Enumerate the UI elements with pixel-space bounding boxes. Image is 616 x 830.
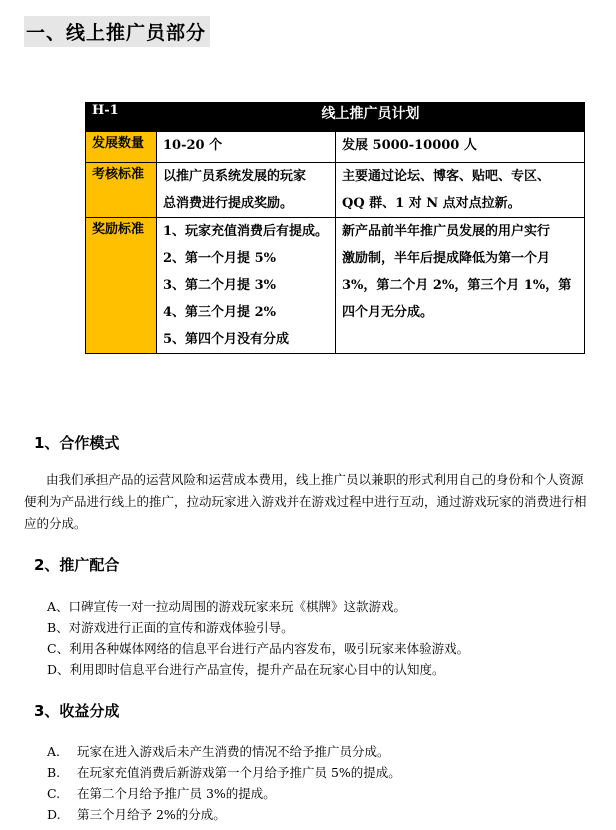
table-row (86, 163, 585, 218)
list-letter: D. (47, 807, 61, 822)
row-cell (336, 163, 585, 218)
cell-line: 总消费进行提成奖励。 (163, 196, 294, 211)
cell-line: QQ 群、1 对 N 点对点拉新。 (342, 196, 521, 211)
table-row (86, 132, 585, 163)
table-row (86, 218, 585, 354)
cell-line: 激励制，半年后提成降低为第一个月 (342, 251, 551, 266)
cell-line: 1、玩家充值消费后有提成。 (163, 224, 329, 239)
table-header-row (86, 103, 585, 132)
list-item (47, 742, 390, 760)
cell-line: 4、第三个月提 2% (163, 305, 276, 320)
section1-body: 由我们承担产品的运营风险和运营成本费用，线上推广员以兼职的形式利用自己的身份和个人资源便利为产品进行线上的推广，拉动玩家进入游戏并在游戏过程中进行互动，通过游戏玩家的消费进行相应的分成。 (24, 472, 587, 531)
list-letter: C. (47, 786, 61, 801)
list-text: 玩家在进入游戏后未产生消费的情况不给予推广员分成。 (77, 744, 390, 759)
list-item (47, 805, 226, 823)
list-item: C、利用各种媒体网络的信息平台进行产品内容发布，吸引玩家来体验游戏。 (47, 641, 470, 656)
row-cell (336, 132, 585, 163)
list-text: 在玩家充值消费后新游戏第一个月给予推广员 5%的提成。 (77, 765, 401, 780)
row-cell (336, 218, 585, 354)
section-heading: 一、线上推广员部分 (24, 16, 210, 47)
row-cell (157, 218, 336, 354)
row-label: 奖励标准 (86, 218, 157, 354)
table-code: H-1 (86, 103, 157, 132)
list-text: 第三个月给予 2%的分成。 (77, 807, 226, 822)
row-label: 考核标准 (86, 163, 157, 218)
promoter-plan-table (85, 102, 585, 354)
cell-line: 2、第一个月提 5% (163, 251, 276, 266)
cell-line: 以推广员系统发展的玩家 (163, 169, 307, 184)
list-letter: A. (47, 744, 61, 759)
table-title: 线上推广员计划 (157, 103, 585, 132)
cell-line: 发展 5000-10000 人 (342, 138, 477, 153)
section3-title: 3、收益分成 (34, 702, 120, 720)
list-item (47, 784, 276, 802)
cell-line: 新产品前半年推广员发展的用户实行 (342, 224, 551, 239)
list-item: A、口碑宣传一对一拉动周围的游戏玩家来玩《棋牌》这款游戏。 (47, 599, 407, 614)
row-label: 发展数量 (86, 132, 157, 163)
cell-line: 5、第四个月没有分成 (163, 332, 290, 347)
cell-line: 四个月无分成。 (342, 305, 434, 320)
row-cell (157, 132, 336, 163)
row-cell (157, 163, 336, 218)
list-item: B、对游戏进行正面的宣传和游戏体验引导。 (47, 620, 294, 635)
list-item: D、利用即时信息平台进行产品宣传，提升产品在玩家心目中的认知度。 (47, 662, 445, 677)
cell-line: 3%，第二个月 2%，第三个月 1%，第 (342, 278, 572, 293)
list-text: 在第二个月给予推广员 3%的提成。 (77, 786, 276, 801)
cell-line: 主要通过论坛、博客、贴吧、专区、 (342, 169, 551, 184)
section1-title: 1、合作模式 (34, 434, 120, 452)
list-letter: B. (47, 765, 61, 780)
cell-line: 3、第二个月提 3% (163, 278, 276, 293)
list-item (47, 763, 401, 781)
section2-title: 2、推广配合 (34, 556, 120, 574)
cell-line: 10-20 个 (163, 138, 223, 153)
